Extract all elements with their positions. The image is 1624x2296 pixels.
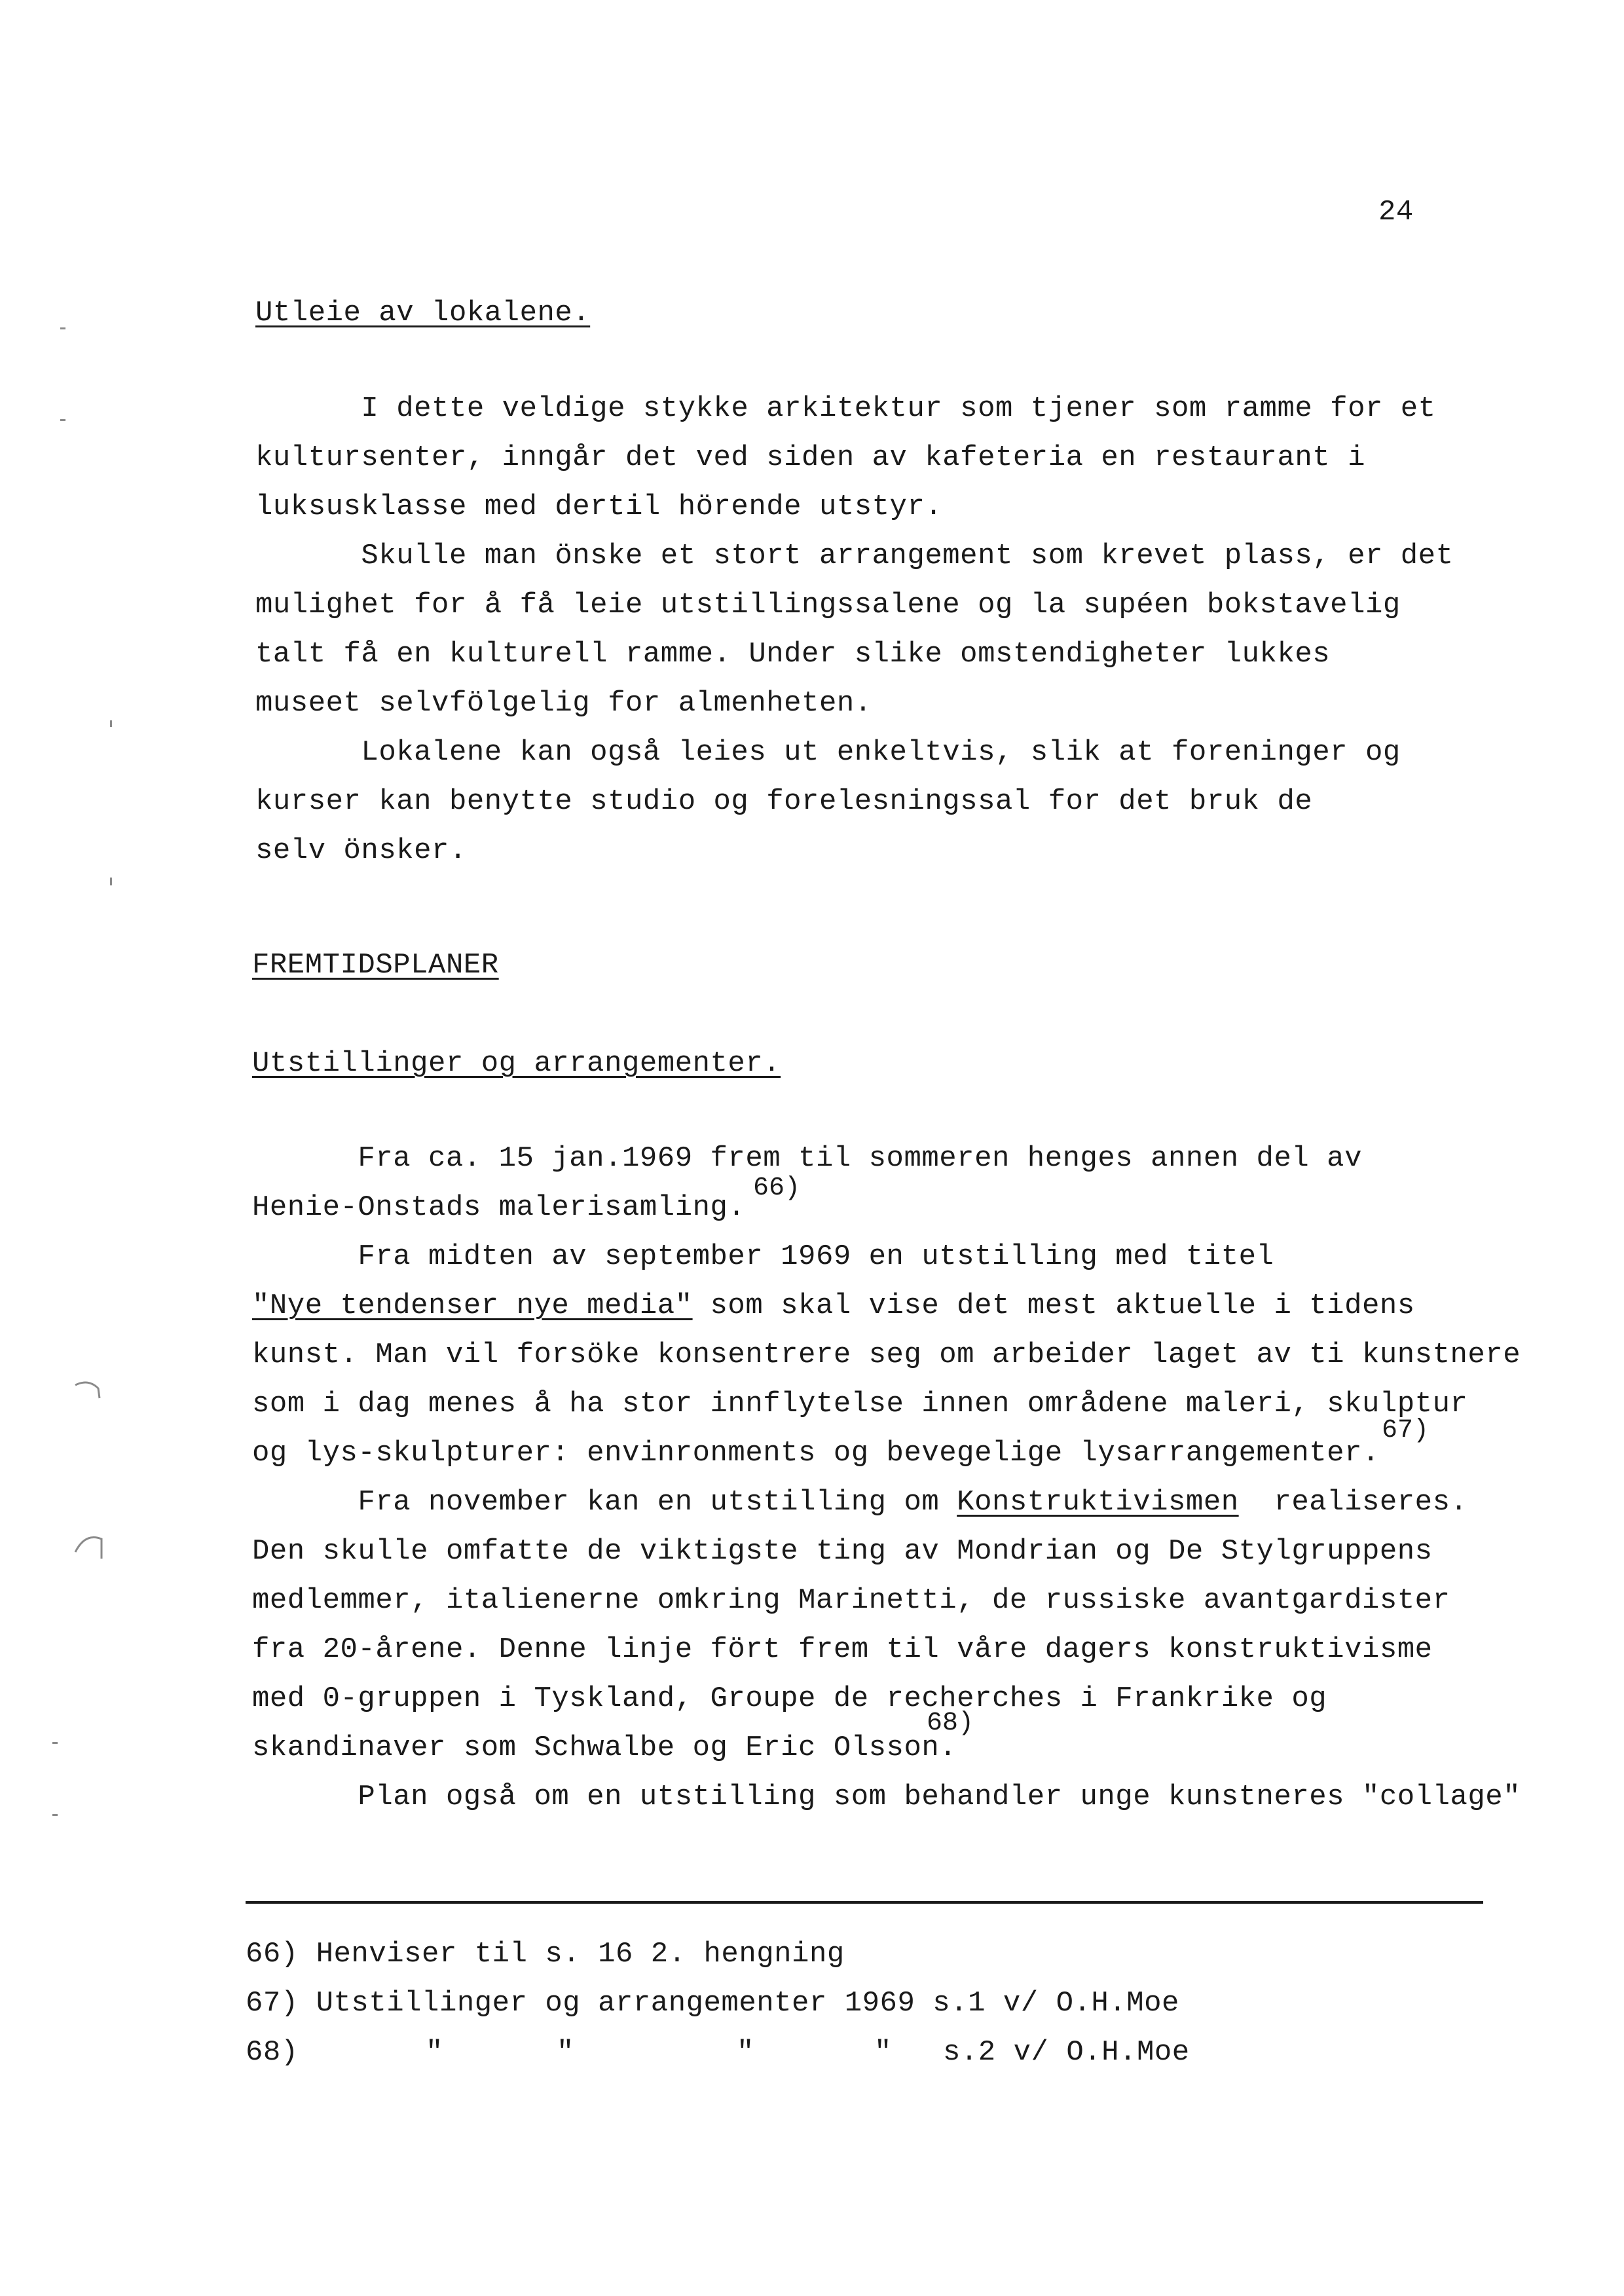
scan-artifact (72, 1526, 111, 1572)
subheading-utstillinger: Utstillinger og arrangementer. (252, 1047, 781, 1080)
paragraph-line: medlemmer, italienerne omkring Marinetti, de russiske avantgardister (252, 1584, 1450, 1617)
exhibition-title-nye-tendenser: "Nye tendenser nye media" (252, 1289, 693, 1322)
paragraph-line: talt få en kulturell ramme. Under slike omstendigheter lukkes (255, 638, 1331, 671)
scan-speck (60, 419, 65, 421)
paragraph-line: I dette veldige stykke arkitektur som tjener som ramme for et (255, 392, 1436, 425)
paragraph-line: Fra ca. 15 jan.1969 frem til sommeren henges annen del av (252, 1142, 1362, 1175)
ditto-mark: " (557, 2036, 574, 2069)
footnote-divider (246, 1901, 1483, 1904)
paragraph-line: Henie-Onstads malerisamling. (252, 1191, 746, 1224)
footnote-67: 67) Utstillinger og arrangementer 1969 s.1 v/ O.H.Moe (246, 1987, 1179, 2020)
paragraph-line: kunst. Man vil forsöke konsentrere seg om arbeider laget av ti kunstnere (252, 1339, 1521, 1371)
scan-speck (110, 720, 112, 727)
section-heading-utleie: Utleie av lokalene. (255, 297, 591, 329)
footnote-ref-67: 67) (1382, 1416, 1430, 1445)
paragraph-line: og lys-skulpturer: envinronments og bevegelige lysarrangementer. (252, 1437, 1380, 1470)
paragraph-line: Fra midten av september 1969 en utstilling med titel (252, 1240, 1274, 1273)
scan-speck (52, 1814, 58, 1816)
paragraph-line (252, 1287, 1415, 1324)
paragraph-text: realiseres. (1238, 1486, 1468, 1519)
section-heading-fremtidsplaner: FREMTIDSPLANER (252, 949, 499, 982)
paragraph-line (252, 1484, 1467, 1521)
ditto-mark: " (426, 2036, 443, 2069)
scan-speck (52, 1742, 58, 1744)
footnote-68-text: s.2 v/ O.H.Moe (943, 2036, 1190, 2069)
paragraph-line: selv önsker. (255, 834, 467, 867)
paragraph-line: skandinaver som Schwalbe og Eric Olsson. (252, 1731, 957, 1764)
ditto-mark: " (874, 2036, 892, 2069)
footnote-ref-66: 66) (753, 1174, 801, 1203)
paragraph-line: kurser kan benytte studio og forelesningssal for det bruk de (255, 785, 1313, 818)
paragraph-line: Plan også om en utstilling som behandler unge kunstneres "collage" (252, 1781, 1521, 1813)
paragraph-line: som i dag menes å ha stor innflytelse innen områdene maleri, skulptur (252, 1388, 1468, 1420)
scan-speck (60, 327, 65, 329)
paragraph-line: fra 20-årene. Denne linje fört frem til våre dagers konstruktivisme (252, 1633, 1433, 1666)
paragraph-line: kultursenter, inngår det ved siden av kafeteria en restaurant i (255, 441, 1365, 474)
footnote-68-number: 68) (246, 2036, 299, 2069)
paragraph-line: Lokalene kan også leies ut enkeltvis, slik at foreninger og (255, 736, 1401, 769)
scan-artifact (72, 1379, 111, 1418)
paragraph-text: Fra november kan en utstilling om (252, 1486, 957, 1519)
paragraph-line: luksusklasse med dertil hörende utstyr. (255, 491, 943, 523)
paragraph-line: med 0-gruppen i Tyskland, Groupe de recherches i Frankrike og (252, 1682, 1327, 1715)
paragraph-line: mulighet for å få leie utstillingssalene og la supéen bokstavelig (255, 589, 1401, 621)
exhibition-title-konstruktivismen: Konstruktivismen (957, 1486, 1239, 1519)
paragraph-text: som skal vise det mest aktuelle i tidens (692, 1289, 1415, 1322)
paragraph-line: Skulle man önske et stort arrangement som krevet plass, er det (255, 540, 1454, 572)
scan-speck (110, 878, 112, 885)
footnote-ref-68: 68) (927, 1709, 974, 1738)
paragraph-line: Den skulle omfatte de viktigste ting av Mondrian og De Stylgruppens (252, 1535, 1433, 1568)
footnote-66: 66) Henviser til s. 16 2. hengning (246, 1938, 845, 1971)
ditto-mark: " (737, 2036, 754, 2069)
page-number: 24 (1378, 196, 1414, 229)
paragraph-line: museet selvfölgelig for almenheten. (255, 687, 872, 720)
